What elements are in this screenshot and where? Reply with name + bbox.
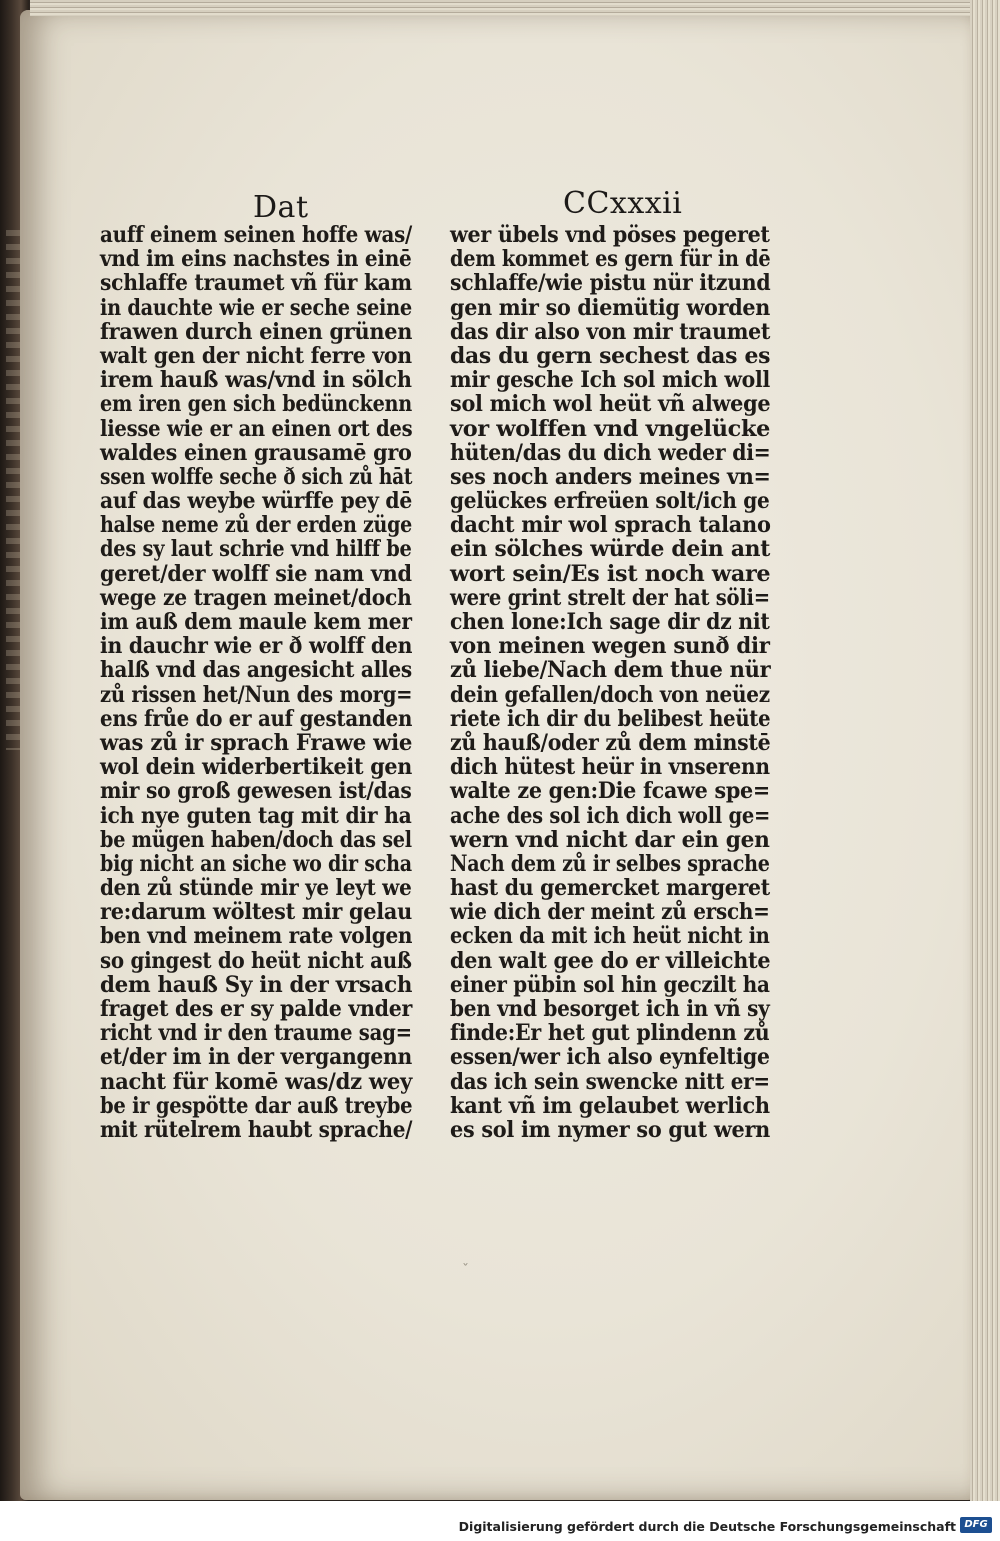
text-line: be mügen haben/doch das sel — [100, 826, 412, 853]
text-line: ens frůe do er auf gestanden — [100, 705, 413, 732]
text-line: dacht mir wol sprach talano — [450, 512, 771, 539]
text-line: ache des sol ich dich woll ge= — [450, 802, 771, 829]
dfg-logo: DFG — [960, 1517, 992, 1533]
text-line: chen lone:Ich sage dir dz nit — [450, 609, 770, 635]
text-line: schlaffe traumet vñ für kam — [100, 270, 412, 297]
text-line: geret/der wolff sie nam vnd — [100, 560, 412, 587]
text-line: ein sölches würde dein ant — [450, 536, 771, 563]
text-line: vor wolffen vnd vngelücke — [450, 415, 771, 442]
text-line: einer pübin sol hin geczilt ha — [450, 971, 770, 998]
text-line: richt vnd ir den traume sag= — [100, 1020, 412, 1047]
text-line: wort sein/Es ist noch ware — [450, 560, 771, 587]
text-line: waldes einen grausamē gro — [100, 439, 412, 466]
text-line: gen mir so diemütig worden — [450, 294, 771, 321]
page-edges-right — [970, 0, 1000, 1541]
text-line: hüten/das du dich weder di= — [450, 439, 771, 466]
text-line: riete ich dir du belibest heüte — [450, 705, 771, 732]
text-line: ich nye guten tag mit dir ha — [100, 802, 412, 829]
funding-credit: Digitalisierung gefördert durch die Deutsche Forschungsgemeinschaft — [458, 1519, 956, 1534]
text-line: auff einem seinen hoffe was/ — [100, 222, 413, 248]
text-line: finde:Er het gut plindenn zů — [450, 1020, 770, 1047]
text-line: fraget des er sy palde vnder — [100, 996, 413, 1022]
text-line: frawen durch einen grünen — [100, 318, 413, 345]
text-line: zů rissen het/Nun des morg= — [100, 681, 413, 708]
text-line: des sy laut schrie vnd hilff be — [100, 536, 412, 563]
text-line: in dauchte wie er seche seine — [100, 294, 412, 321]
text-line: ecken da mit ich heüt nicht in — [450, 923, 770, 950]
text-line: dem kommet es gern für in dē — [450, 246, 771, 273]
text-column-left — [100, 223, 412, 1142]
text-line: kant vñ im gelaubet werlich — [450, 1092, 770, 1119]
text-line: das du gern sechest das es — [450, 342, 771, 369]
text-line: mit rütelrem haubt sprache/ — [100, 1116, 413, 1143]
text-line: re:darum wöltest mir gelau — [100, 899, 413, 926]
footer-bar — [0, 1501, 1000, 1541]
text-line: wege ze tragen meinet/doch — [100, 584, 412, 611]
text-line: es sol im nymer so gut wern — [450, 1116, 770, 1143]
text-line: in dauchr wie er ð wolff den — [100, 633, 413, 660]
text-line: vnd im eins nachstes in einē — [100, 246, 412, 273]
text-line: schlaffe/wie pistu nür itzund — [450, 270, 771, 297]
text-line: liesse wie er an einen ort des — [100, 415, 413, 442]
text-line: ben vnd meinem rate volgen — [100, 923, 413, 950]
text-column-right — [450, 223, 770, 1142]
text-line: big nicht an siche wo dir scha — [100, 850, 412, 877]
text-line: ssen wolffe seche ð sich zů hāt — [100, 463, 413, 490]
text-line: walte ze gen:Die fcawe spe= — [450, 778, 771, 805]
text-line: were grint strelt der hat söli= — [450, 584, 770, 611]
text-line: von meinen wegen sunð dir — [450, 633, 770, 660]
text-line: dich hütest heür in vnserenn — [450, 754, 770, 781]
text-line: das dir also von mir traumet — [450, 318, 771, 345]
text-line: essen/wer ich also eynfeltige — [450, 1044, 770, 1071]
text-line: be ir gespötte dar auß treybe — [100, 1092, 413, 1119]
text-line: em iren gen sich bedünckenn — [100, 391, 413, 418]
text-line: so gingest do heüt nicht auß — [100, 947, 412, 974]
text-line: wern vnd nicht dar ein gen — [450, 826, 770, 853]
paper-mark: ˇ — [462, 1262, 469, 1278]
text-line: wer übels vnd pöses pegeret — [450, 222, 770, 248]
text-line: gelückes erfreüen solt/ich ge — [450, 488, 770, 515]
text-line: im auß dem maule kem mer — [100, 609, 412, 635]
text-line: wie dich der meint zů ersch= — [450, 899, 770, 926]
text-line: Nach dem zů ir selbes sprache — [450, 850, 770, 877]
text-line: dem hauß Sy in der vrsach — [100, 971, 413, 998]
text-line: wol dein widerbertikeit gen — [100, 754, 413, 781]
page-edges-top — [30, 0, 1000, 16]
text-line: sol mich wol heüt vñ alwege — [450, 391, 771, 418]
folio-number: CCxxxii — [563, 186, 683, 221]
text-line: et/der im in der vergangenn — [100, 1044, 413, 1071]
text-line: ses noch anders meines vn= — [450, 463, 771, 490]
text-line: auf das weybe würffe pey dē — [100, 488, 413, 515]
text-line: den walt gee do er villeichte — [450, 947, 771, 974]
text-line: halß vnd das angesicht alles — [100, 657, 412, 684]
text-line: zů liebe/Nach dem thue nür — [450, 657, 771, 684]
text-line: halse neme zů der erden züge — [100, 512, 413, 539]
running-header-left: Dat — [253, 190, 309, 225]
text-line: ben vnd besorget ich in vñ sy — [450, 996, 770, 1022]
text-line: irem hauß was/vnd in sölch — [100, 367, 412, 394]
text-line: nacht für komē was/dz wey — [100, 1068, 413, 1095]
text-line: das ich sein swencke nitt er= — [450, 1068, 770, 1095]
text-line: walt gen der nicht ferre von — [100, 342, 412, 369]
text-line: mir gesche Ich sol mich woll — [450, 367, 770, 394]
text-line: den zů stünde mir ye leyt we — [100, 875, 412, 902]
text-line: hast du gemercket margeret — [450, 875, 770, 902]
text-line: mir so groß gewesen ist/das — [100, 778, 412, 805]
text-line: zů hauß/oder zů dem minstē — [450, 729, 771, 756]
text-line: was zů ir sprach Frawe wie — [100, 729, 413, 756]
text-line: dein gefallen/doch von neüez — [450, 681, 770, 708]
